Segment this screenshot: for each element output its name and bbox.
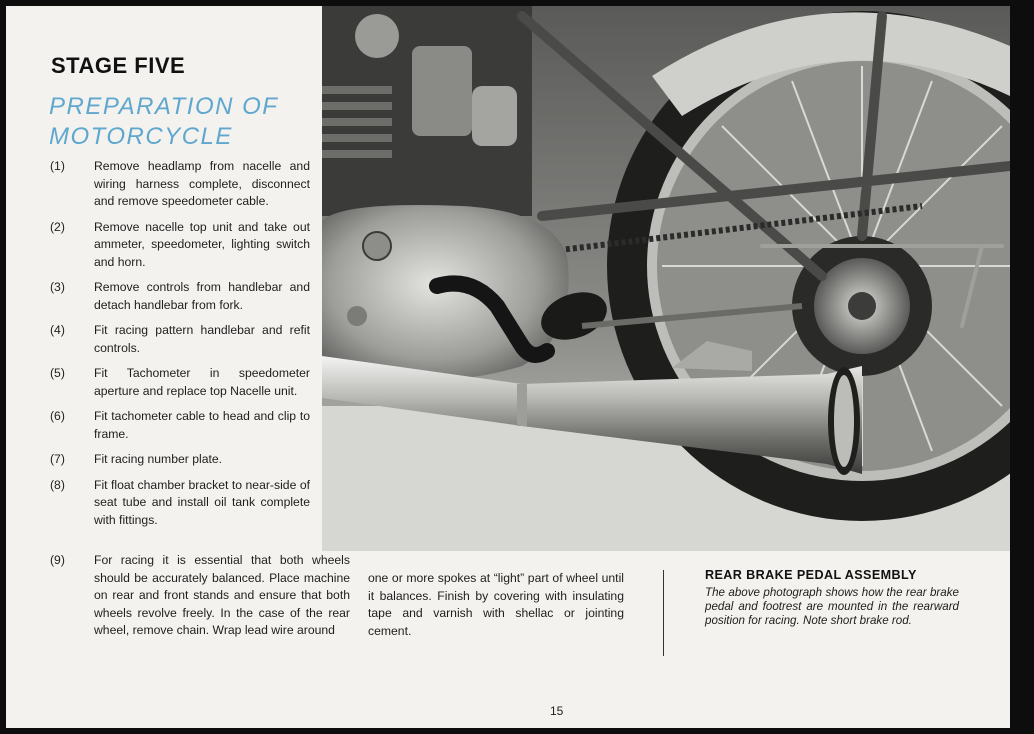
motorcycle-photo xyxy=(322,6,1010,551)
step-text: Fit float chamber bracket to near-side of seat tube and install oil tank complete with fittings. xyxy=(94,477,310,527)
page-number: 15 xyxy=(550,704,564,718)
step-number: (2) xyxy=(50,219,65,234)
step-text: Remove headlamp from nacelle and wiring harness complete, disconnect and remove speedometer cable. xyxy=(94,159,310,208)
steps-list xyxy=(50,158,310,537)
step-number: (6) xyxy=(50,409,65,423)
section-title-line1: PREPARATION OF xyxy=(49,93,279,120)
section-title xyxy=(49,92,278,152)
step-number: (8) xyxy=(50,477,65,492)
step-text: Fit tachometer cable to head and clip to frame. xyxy=(94,409,310,441)
column-divider xyxy=(663,570,664,656)
manual-page xyxy=(6,6,1010,728)
stage-heading: STAGE FIVE xyxy=(51,53,186,78)
step-item-9 xyxy=(50,552,350,640)
caption-text: The above photograph shows how the rear brake pedal and footrest are mounted in the rearward position for racing. Note short brake rod. xyxy=(705,586,959,627)
step-number: (4) xyxy=(50,323,65,337)
step-number: (1) xyxy=(50,159,65,173)
caption-title: REAR BRAKE PEDAL ASSEMBLY xyxy=(705,568,917,582)
step-number: (9) xyxy=(50,553,65,567)
step-text: For racing it is essential that both wheels should be accurately balanced. Place machine on rear and front stands and ensure that both wheels revolve freely. In the case of the rear wheel, remove chain. Wrap lead wire around xyxy=(94,553,350,637)
step-item xyxy=(50,451,310,469)
step-item xyxy=(50,279,310,314)
step-item xyxy=(50,477,310,530)
step-text: Remove controls from handlebar and detach handlebar from fork. xyxy=(94,280,310,312)
step-text-continued: one or more spokes at “light” part of wheel until it balances. Finish by covering with insulating tape and varnish with shellac or jointing cement. xyxy=(368,571,624,638)
step-text: Fit Tachometer in speedometer aperture and replace top Nacelle unit. xyxy=(94,366,310,398)
scan-edge xyxy=(1010,0,1034,734)
step-item xyxy=(50,408,310,443)
step-item xyxy=(50,219,310,272)
step-number: (5) xyxy=(50,366,65,380)
step-item xyxy=(50,158,310,211)
step-text: Remove nacelle top unit and take out ammeter, speedometer, lighting switch and horn. xyxy=(94,219,310,269)
step-text: Fit racing number plate. xyxy=(94,452,223,466)
step-text: Fit racing pattern handlebar and refit controls. xyxy=(94,323,310,355)
section-title-line2: MOTORCYCLE xyxy=(49,123,233,150)
step-item xyxy=(50,365,310,400)
step-number: (3) xyxy=(50,280,65,294)
step-item xyxy=(50,322,310,357)
step-number: (7) xyxy=(50,452,65,466)
